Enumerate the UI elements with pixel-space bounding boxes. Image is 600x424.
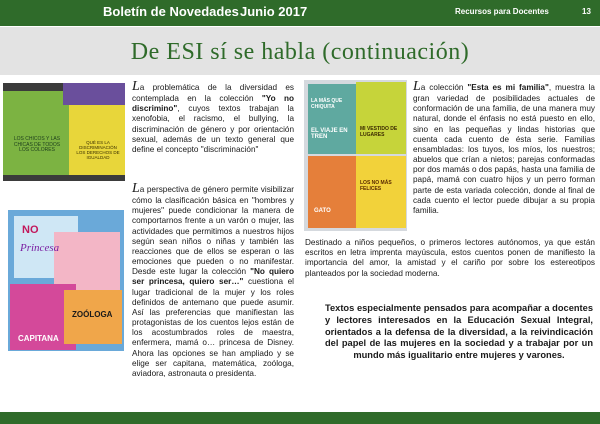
page-title: De ESI sí se habla (continuación) [130, 39, 470, 65]
paragraph-familia: La colección "Esta es mi familia", muestra la gran variedad de posibilidades actuales de conformación de una familia, de una manera muy natural, donde el énfasis no está puesto en ello, sino en las pequeñas y lindas historias que cuenta cada cuento de ésta serie. Familias ensambladas: los tuyos, los míos, los nuestros; abuelos que crían a nietos; parejas conformadas por dos mamás o dos papás, hasta una familia de papá, mamá con cuatro hijos y un perro forman parte de esta variada colección, donde al final de cada cuento el lector puede dibujar a su propia familia. [413, 79, 595, 215]
collection-name: "No quiero ser princesa, quiero ser…" [132, 267, 294, 287]
book-cover-lime [356, 82, 406, 154]
paragraph-yo-no-discrimino: La problemática de la diversidad es contemplada en la colección "Yo no discrimino", cuyos textos trabajan la xenofobia, el racismo, el bullying, la discriminación de género y por orientación sexual, además de un texto general que define el concepto "discriminación" [132, 79, 294, 154]
book-text-viaje: EL VIAJE EN TREN [311, 128, 348, 140]
book-text-capitana: CAPITANA [18, 334, 59, 343]
book-cover-pink [54, 232, 120, 292]
callout-text: Textos especialmente pensados para acompañar a docentes y lectores interesados en la Educación Sexual Integral, orientados a la defensa de la diversidad, a la reivindicación del papel de las mujeres en la sociedad y a trabajar por un mundo más igualitario entre mujeres y varones. [325, 303, 593, 361]
publication-name: Boletín de Novedades [103, 4, 239, 19]
book-cover-yellow2 [356, 156, 406, 228]
page-number: 13 [582, 7, 591, 16]
book-cover-red [308, 156, 356, 228]
book-title-left: LOS CHICOS Y LAS CHICAS DE TODOS LOS COLORES [13, 136, 61, 153]
drop-cap: L [132, 181, 140, 196]
book-text-no: NO [22, 224, 39, 236]
title-band [0, 27, 600, 75]
book-text-abuela: LA MÁS QUE CHIQUITA [311, 98, 343, 110]
footer-bar [0, 412, 600, 424]
book-text-lugares: MI VESTIDO DE LUGARES [360, 126, 398, 138]
drop-cap: L [132, 79, 140, 94]
paragraph-destinado: Destinado a niños pequeños, o primeros lectores autónomos, ya que están escritos en letra imprenta mayúscula, estos cuentos ponen de manifiesto la importancia del amor, la amistad y el cariño por sobre los estereotipos planteados por la sociedad moderna. [305, 238, 595, 278]
book-text-zoologa: ZOÓLOGA [72, 310, 113, 319]
photo-no-quiero-ser-princesa [8, 210, 124, 351]
photo-esta-es-mi-familia [304, 80, 407, 231]
paragraph-genero: La perspectiva de género permite visibilizar cómo la clasificación básica en "hombres y mujeres" puede condicionar la manera de comportarnos frente a un varón o mujer, las actividades que permitimos a nuestros hijos según sean niños o niñas y también las reacciones que de ellos se esperan o las emociones que pueden o no manifestar. Desde este lugar la colección "No quiero ser princesa, quiero ser…" cuestiona el lugar tradicional de la mujer y los roles definidos de antemano que puede asumir. Así las preferencias que manifiestan las protagonistas de los cuentos lejos están de los acostumbrados roles de maestra, enfermera, mamá o… princesa de Disney. Ahora las opciones se han ampliado y se elige ser capitana, matemática, zoóloga, aviadora, astronauta o presidenta. [132, 181, 294, 378]
book-text-gato: GATO [314, 208, 331, 214]
collection-name: "Esta es mi familia" [467, 83, 549, 92]
issue-date: Junio 2017 [240, 4, 308, 19]
book-cover-purple [63, 83, 125, 105]
collection-name: "Yo no discrimino" [132, 94, 294, 114]
book-text-princesa: Princesa [20, 242, 60, 254]
header-bar [0, 0, 600, 26]
section-name: Recursos para Docentes [455, 7, 549, 16]
photo-yo-no-discrimino [3, 83, 125, 181]
drop-cap: L [413, 79, 421, 94]
book-title-right: QUÉ ES LA DISCRIMINACIÓN LOS DERECHOS DE IGUALDAD [76, 140, 120, 160]
book-cover-green [3, 91, 69, 175]
book-text-nosotros: LOS NO MÁS FELICES [360, 180, 392, 192]
book-cover-teal [308, 84, 356, 154]
